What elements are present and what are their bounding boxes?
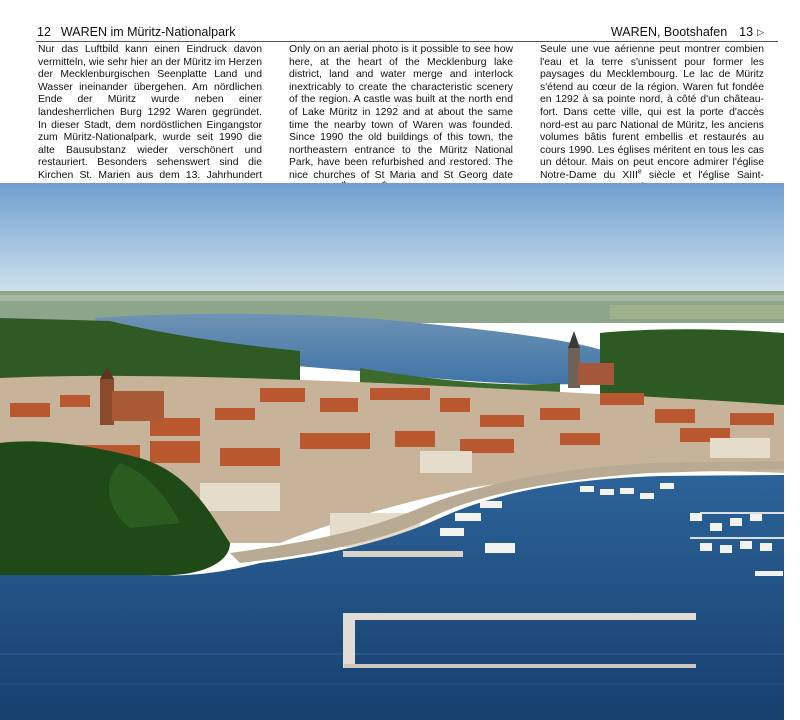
right-page-title: WAREN, Bootshafen [610,25,728,39]
french-text-column [540,44,764,195]
french-text-mid: siècle et l'église Saint- [648,169,764,181]
sky [0,183,784,298]
page-header [0,0,800,44]
french-text-main: Seule une vue aérienne peut montrer combien l'eau et la terre s'unissent pour former les paysages du Mecklembourg. Le lac de Müritz s'étend au cœur de la région. Waren fut fondée en 1292 à sa pointe nord, à côté d'un château-fort. Dans cette ville, qui est la porte d'accès nord-est au parc National de Müritz, les anciens volumes bâtis furent embellis et restaurés au cours 1990. Les églises méritent en tous les cas un détour. Mais on peut encore admirer l'église Notre-Dame du XIII [540,44,764,181]
left-page-title: WAREN im Müritz-Nationalpark [60,25,236,39]
header-rule [36,41,778,42]
english-text-column [289,44,513,195]
aerial-photo-waren-harbour [0,183,784,720]
left-page-number: 12 [37,25,51,39]
left-running-header [37,25,235,39]
right-running-header [611,25,764,40]
french-superscript-xiiie: e [637,168,642,176]
pier [343,613,355,668]
right-page-number: 13 [739,25,754,39]
church-st-marien-tower [100,379,114,425]
english-text-main: Only on an aerial photo is it possible to see how here, at the heart of the Mecklenburg lake district, land and water merge and interlock inextricably to create the characteristic scenery of the region. A castle was built at the north end of Lake Müritz in 1292 and at about the same time the nearby town of Waren was founded. Since 1990 the old buildings of this town, the northeastern entrance to the Müritz National Park, have been refurbished and restored. The nice churches of St Maria and St Georg date [289,44,513,181]
german-text-column: Nur das Luftbild kann einen Eindruck davon vermitteln, wie sehr hier an der Müritz im Herzen der Mecklenburgischen Seenplatte Land und Wasser ineinander übergehen. Am nördlichen Ende der Müritz wurde neben einer landesherrlichen Burg 1292 Waren gegründet. In dieser Stadt, dem nordöstlichen Eingangstor zum Müritz-Nationalpark, wurde seit 1990 die alte Bausubstanz wieder verschönert und restauriert. Besonders sehenswert sind die Kirchen St. Marien aus dem 13. Jahrhundert [38,44,262,181]
next-page-arrow-icon: ▷ [757,27,764,37]
jetty [343,551,463,557]
